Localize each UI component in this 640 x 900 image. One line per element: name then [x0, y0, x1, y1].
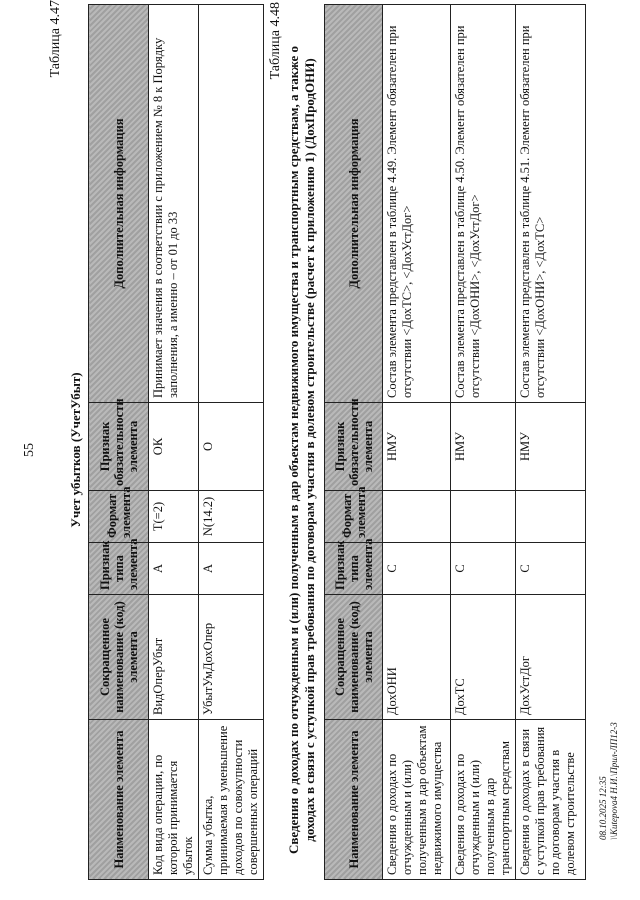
table-cell: С: [383, 543, 451, 595]
column-header: Наименование элемента: [325, 720, 383, 880]
column-header: Формат элемента: [89, 491, 149, 543]
table-cell: [516, 491, 586, 543]
footer-date: 08.10.2025 12:35: [598, 776, 608, 840]
table-row: [199, 5, 264, 880]
table-header-row: [325, 5, 383, 880]
table-cell: Принимает значения в соответствии с приложением № 8 к Порядку заполнения, а именно – от 01 до 33: [149, 5, 199, 403]
table-cell: [199, 5, 264, 403]
column-header: Признак обязательности элемента: [325, 403, 383, 491]
table-cell: ДохТС: [451, 595, 516, 720]
table-4-47-label: Таблица 4.47: [48, 0, 63, 78]
table-cell: ОК: [149, 403, 199, 491]
table-cell: ВидОперУбыт: [149, 595, 199, 720]
table-cell: Сведения о доходах в связи с уступкой прав требования по договорам участия в долевом строительстве: [516, 720, 586, 880]
table-cell: Состав элемента представлен в таблице 4.50. Элемент обязателен при отсутствии <ДохОНИ>, <ДохУстДог>: [451, 5, 516, 403]
column-header: Дополнительная информация: [89, 5, 149, 403]
table-cell: N(14.2): [199, 491, 264, 543]
column-header: Формат элемента: [325, 491, 383, 543]
table-row: [383, 5, 451, 880]
table-4-48-label: Таблица 4.48: [268, 2, 283, 80]
table-cell: О: [199, 403, 264, 491]
column-header: Признак типа элемента: [325, 543, 383, 595]
table-cell: Код вида операции, по которой принимается убыток: [149, 720, 199, 880]
table-4-47-title: Учет убытков (УчетУбыт): [68, 372, 83, 528]
table-cell: Сведения о доходах по отчужденным и (или) полученным в дар транспортным средствам: [451, 720, 516, 880]
table-cell: Сведения о доходах по отчужденным и (или) полученным в дар объектам недвижимого имущества: [383, 720, 451, 880]
footer-path: \\Kutepova4 Н.И.\Прил-ЛП12-3: [609, 722, 619, 840]
column-header: Наименование элемента: [89, 720, 149, 880]
page-number: 55: [22, 443, 37, 457]
column-header: Признак типа элемента: [89, 543, 149, 595]
table-header-row: [89, 5, 149, 880]
table-4-48: [324, 4, 586, 880]
table-cell: Состав элемента представлен в таблице 4.49. Элемент обязателен при отсутствии <ДохТС>, <ДохУстДог>: [383, 5, 451, 403]
table-cell: А: [199, 543, 264, 595]
table-cell: [451, 491, 516, 543]
column-header: Признак обязательности элемента: [89, 403, 149, 491]
table-4-47: [88, 4, 264, 880]
column-header: Сокращенное наименование (код) элемента: [325, 595, 383, 720]
table-cell: НМУ: [383, 403, 451, 491]
table-cell: ДохУстДог: [516, 595, 586, 720]
table-cell: Т(=2): [149, 491, 199, 543]
table-cell: А: [149, 543, 199, 595]
table-cell: НМУ: [451, 403, 516, 491]
footer-stamp: [598, 640, 620, 840]
table-cell: С: [516, 543, 586, 595]
table-cell: С: [451, 543, 516, 595]
table-row: [149, 5, 199, 880]
table-cell: Сумма убытка, принимаемая в уменьшение доходов по совокупности совершенных операций: [199, 720, 264, 880]
column-header: Дополнительная информация: [325, 5, 383, 403]
table-cell: [383, 491, 451, 543]
column-header: Сокращенное наименование (код) элемента: [89, 595, 149, 720]
table-row: [516, 5, 586, 880]
table-4-48-title: Сведения о доходах по отчужденным и (или) полученным в дар объектам недвижимого имущества и транспортным средствам, а также о доходах в связи с уступкой прав требования по договорам участия в долевом строительстве (расчет к приложению 1) (ДохПродОНИ): [286, 45, 317, 855]
table-row: [451, 5, 516, 880]
table-cell: Состав элемента представлен в таблице 4.51. Элемент обязателен при отсутствии <ДохОНИ>, <ДохТС>: [516, 5, 586, 403]
table-cell: УбытУмДохОпер: [199, 595, 264, 720]
table-cell: ДохОНИ: [383, 595, 451, 720]
table-cell: НМУ: [516, 403, 586, 491]
